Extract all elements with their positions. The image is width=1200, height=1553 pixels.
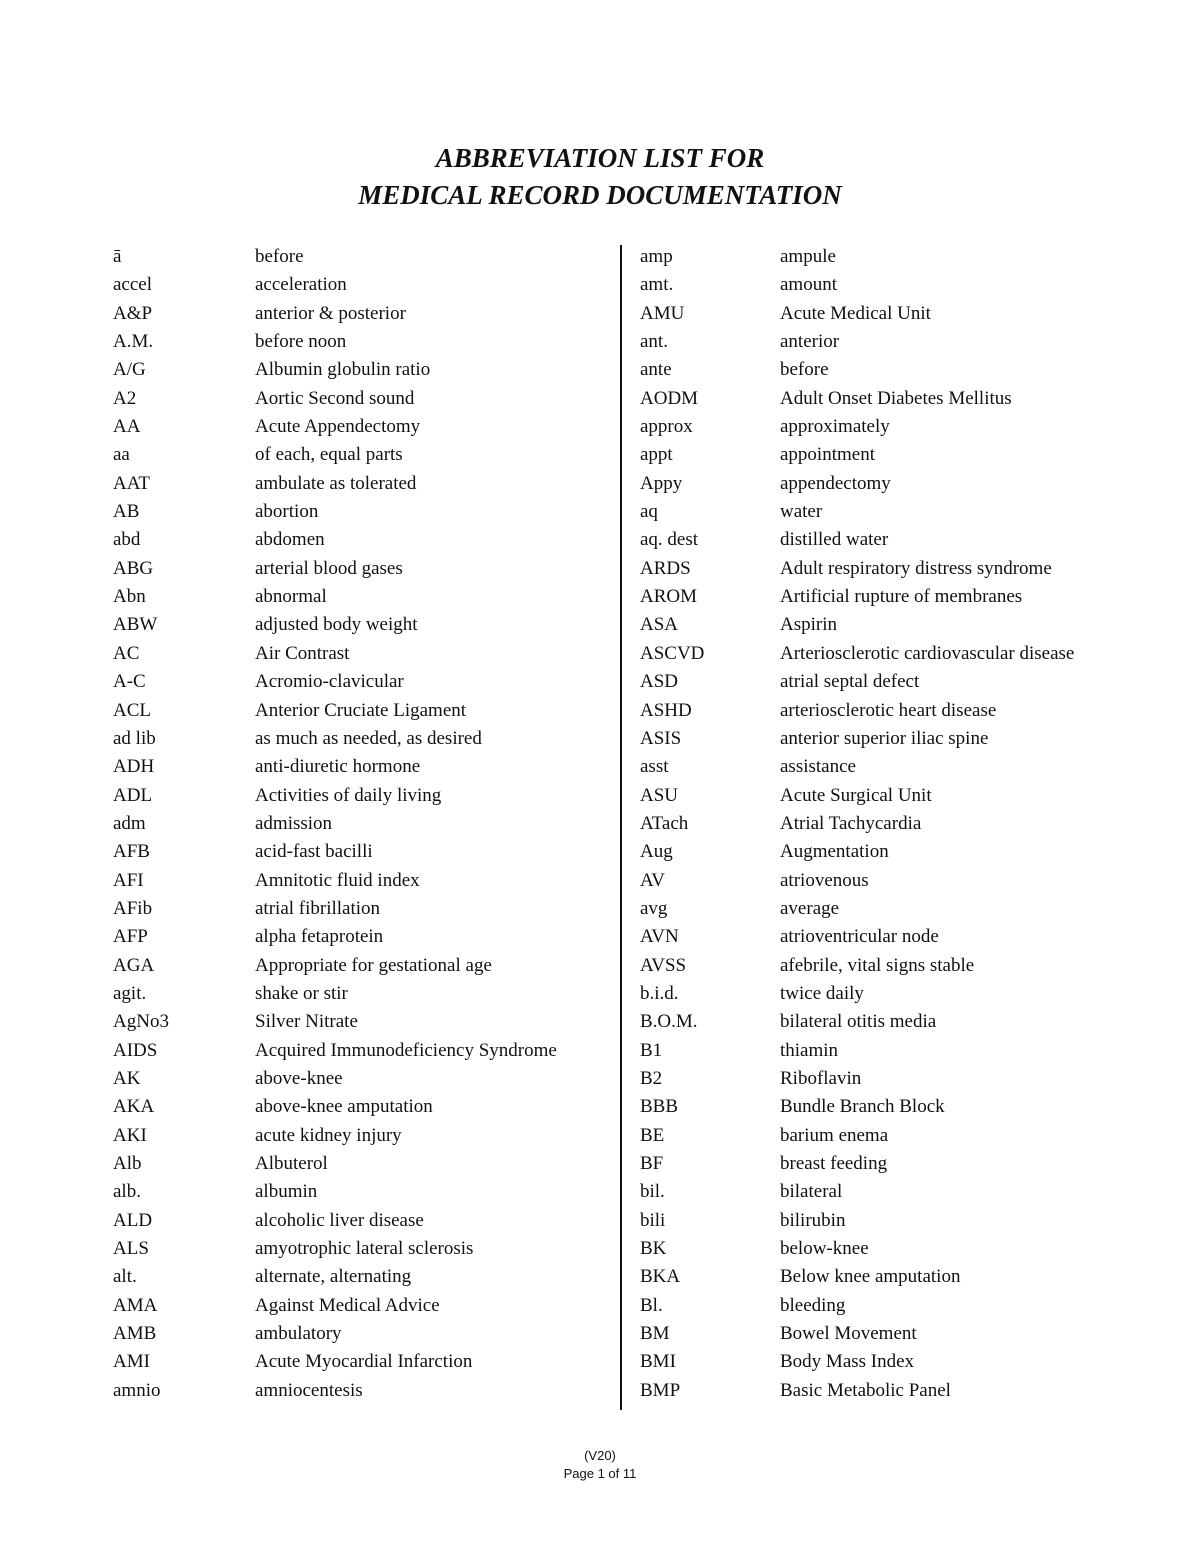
abbreviation-row (113, 838, 613, 866)
abbreviation-row (113, 1150, 613, 1178)
abbreviation-meaning: acceleration (255, 274, 347, 296)
abbreviation-row (113, 555, 613, 583)
abbreviation-meaning: average (780, 897, 840, 919)
abbreviation-term: bil. (640, 1181, 665, 1203)
abbreviation-row (113, 1263, 613, 1291)
abbreviation-term: aq. dest (640, 529, 699, 551)
abbreviation-meaning: Arteriosclerotic cardiovascular disease (780, 642, 1075, 664)
abbreviation-term: Appy (640, 472, 683, 494)
abbreviation-term: abd (113, 529, 141, 551)
abbreviation-row (113, 356, 613, 384)
abbreviation-term: AMU (640, 302, 685, 324)
abbreviation-row (640, 356, 1160, 384)
abbreviation-term: AFB (113, 841, 150, 863)
abbreviation-term: BE (640, 1124, 665, 1146)
abbreviation-meaning: above-knee (255, 1067, 343, 1089)
abbreviation-row (640, 328, 1160, 356)
abbreviation-meaning: breast feeding (780, 1153, 888, 1174)
abbreviation-row (640, 1037, 1160, 1065)
abbreviation-row (113, 328, 613, 356)
abbreviation-term: Bl. (640, 1294, 663, 1316)
abbreviation-meaning: Air Contrast (255, 642, 350, 664)
abbreviation-term: ALD (113, 1209, 153, 1231)
abbreviation-meaning: abdomen (255, 529, 325, 551)
abbreviation-row (640, 1377, 1160, 1405)
abbreviation-meaning: amount (780, 274, 837, 296)
abbreviation-meaning: anterior (780, 331, 840, 353)
abbreviation-term: AV (640, 869, 665, 891)
abbreviation-term: ASD (640, 671, 679, 693)
abbreviation-term: ADL (113, 784, 153, 806)
abbreviation-term: BM (640, 1323, 670, 1345)
abbreviation-meaning: acid-fast bacilli (255, 841, 373, 863)
abbreviation-meaning: atrial fibrillation (255, 897, 381, 919)
abbreviation-row (640, 526, 1160, 554)
abbreviation-term: AIDS (113, 1039, 158, 1061)
abbreviation-term: BBB (640, 1096, 679, 1118)
abbreviation-term: aa (113, 444, 130, 466)
abbreviation-meaning: Bundle Branch Block (780, 1096, 945, 1118)
abbreviation-term: A-C (113, 671, 146, 693)
abbreviation-term: AVN (640, 926, 679, 948)
abbreviation-meaning: anterior & posterior (255, 302, 406, 324)
abbreviation-term: AVSS (640, 954, 687, 976)
abbreviation-term: BMI (640, 1351, 676, 1373)
abbreviation-row (113, 1292, 613, 1320)
abbreviation-meaning: bleeding (780, 1294, 846, 1316)
abbreviation-term: approx (640, 416, 693, 438)
abbreviation-row (640, 1292, 1160, 1320)
abbreviation-term: A2 (113, 387, 137, 409)
abbreviation-meaning: before noon (255, 331, 347, 353)
abbreviation-meaning: alpha fetaprotein (255, 926, 384, 948)
abbreviation-row (640, 1150, 1160, 1178)
abbreviation-term: B2 (640, 1067, 663, 1089)
abbreviation-meaning: arterial blood gases (255, 557, 403, 579)
right-abbreviation-column (640, 243, 1160, 1405)
abbreviation-meaning: distilled water (780, 529, 889, 551)
abbreviation-meaning: Below knee amputation (780, 1266, 961, 1288)
abbreviation-row (640, 810, 1160, 838)
abbreviation-row (113, 980, 613, 1008)
abbreviation-row (113, 1178, 613, 1206)
abbreviation-term: ABG (113, 557, 154, 579)
abbreviation-meaning: Anterior Cruciate Ligament (255, 699, 467, 721)
abbreviation-row (640, 838, 1160, 866)
abbreviation-term: avg (640, 897, 668, 919)
abbreviation-row (640, 923, 1160, 951)
abbreviation-meaning: Against Medical Advice (255, 1294, 440, 1316)
abbreviation-meaning: approximately (780, 416, 890, 438)
abbreviation-meaning: bilateral (780, 1181, 843, 1203)
abbreviation-meaning: Riboflavin (780, 1067, 862, 1089)
abbreviation-row (640, 782, 1160, 810)
abbreviation-row (113, 441, 613, 469)
abbreviation-meaning: Bowel Movement (780, 1323, 917, 1345)
abbreviation-row (640, 1093, 1160, 1121)
abbreviation-term: AROM (640, 586, 698, 608)
abbreviation-meaning: Activities of daily living (255, 784, 442, 806)
abbreviation-term: ARDS (640, 557, 691, 579)
abbreviation-term: AGA (113, 954, 155, 976)
abbreviation-row (113, 1008, 613, 1036)
abbreviation-meaning: assistance (780, 756, 856, 778)
abbreviation-meaning: Aspirin (780, 614, 837, 636)
abbreviation-row (113, 611, 613, 639)
abbreviation-term: alb. (113, 1181, 141, 1203)
abbreviation-meaning: thiamin (780, 1039, 839, 1061)
abbreviation-row (640, 952, 1160, 980)
abbreviation-row (640, 668, 1160, 696)
abbreviation-row (640, 470, 1160, 498)
abbreviation-term: BF (640, 1153, 664, 1174)
abbreviation-row (640, 697, 1160, 725)
abbreviation-term: ACL (113, 699, 151, 721)
abbreviation-row (113, 1348, 613, 1376)
abbreviation-row (113, 640, 613, 668)
abbreviation-row (113, 952, 613, 980)
abbreviation-term: asst (640, 756, 669, 778)
column-divider (620, 245, 622, 1410)
abbreviation-term: ASU (640, 784, 679, 806)
abbreviation-term: amnio (113, 1379, 161, 1401)
abbreviation-meaning: Adult respiratory distress syndrome (780, 557, 1052, 579)
abbreviation-term: alt. (113, 1266, 137, 1288)
abbreviation-row (640, 1320, 1160, 1348)
abbreviation-meaning: Acute Surgical Unit (780, 784, 932, 806)
abbreviation-row (640, 980, 1160, 1008)
abbreviation-meaning: Acute Appendectomy (255, 416, 421, 438)
abbreviation-term: AC (113, 642, 140, 664)
abbreviation-row (113, 1093, 613, 1121)
abbreviation-term: AB (113, 501, 140, 523)
abbreviation-row (640, 1178, 1160, 1206)
abbreviation-row (640, 441, 1160, 469)
abbreviation-term: bili (640, 1209, 666, 1231)
abbreviation-term: amp (640, 246, 673, 267)
abbreviation-row (640, 1235, 1160, 1263)
abbreviation-row (113, 1235, 613, 1263)
abbreviation-meaning: anti-diuretic hormone (255, 756, 421, 778)
abbreviation-meaning: adjusted body weight (255, 614, 418, 636)
abbreviation-term: ad lib (113, 727, 156, 749)
abbreviation-term: ABW (113, 614, 158, 636)
abbreviation-meaning: Aortic Second sound (255, 387, 415, 409)
abbreviation-term: ASHD (640, 699, 692, 721)
abbreviation-meaning: afebrile, vital signs stable (780, 954, 975, 976)
abbreviation-term: AFI (113, 869, 144, 891)
abbreviation-term: AK (113, 1067, 141, 1089)
abbreviation-row (640, 753, 1160, 781)
abbreviation-meaning: Amnitotic fluid index (255, 869, 420, 891)
abbreviation-row (640, 271, 1160, 299)
abbreviation-row (640, 555, 1160, 583)
abbreviation-row (113, 470, 613, 498)
abbreviation-meaning: admission (255, 812, 333, 834)
abbreviation-row (113, 923, 613, 951)
abbreviation-row (113, 697, 613, 725)
abbreviation-meaning: alternate, alternating (255, 1266, 412, 1288)
abbreviation-row (640, 1008, 1160, 1036)
abbreviation-row (640, 498, 1160, 526)
abbreviation-term: AMA (113, 1294, 158, 1316)
abbreviation-row (640, 611, 1160, 639)
abbreviation-term: B1 (640, 1039, 663, 1061)
abbreviation-meaning: anterior superior iliac spine (780, 727, 989, 749)
abbreviation-meaning: shake or stir (255, 982, 348, 1004)
abbreviation-row (640, 1263, 1160, 1291)
abbreviation-meaning: alcoholic liver disease (255, 1209, 424, 1231)
abbreviation-meaning: as much as needed, as desired (255, 727, 482, 749)
abbreviation-term: BMP (640, 1379, 681, 1401)
abbreviation-meaning: appointment (780, 444, 875, 466)
abbreviation-meaning: abortion (255, 501, 319, 523)
left-abbreviation-column (113, 243, 613, 1405)
abbreviation-term: ASCVD (640, 642, 705, 664)
abbreviation-term: Alb (113, 1153, 142, 1174)
abbreviation-term: ant. (640, 331, 668, 353)
abbreviation-meaning: Basic Metabolic Panel (780, 1379, 951, 1401)
abbreviation-meaning: amniocentesis (255, 1379, 363, 1401)
page-number: Page 1 of 11 (563, 1466, 637, 1481)
abbreviation-row (113, 271, 613, 299)
abbreviation-row (113, 243, 613, 271)
document-title-line-1: ABBREVIATION LIST FOR (435, 143, 765, 173)
abbreviation-meaning: Body Mass Index (780, 1351, 915, 1373)
abbreviation-term: appt (640, 444, 673, 466)
abbreviation-row (640, 583, 1160, 611)
abbreviation-row (113, 300, 613, 328)
abbreviation-row (113, 498, 613, 526)
abbreviation-term: AKI (113, 1124, 147, 1146)
abbreviation-term: AODM (640, 387, 699, 409)
abbreviation-meaning: Acute Myocardial Infarction (255, 1351, 473, 1373)
abbreviation-term: Abn (113, 586, 146, 608)
abbreviation-term: BK (640, 1238, 667, 1260)
abbreviation-meaning: abnormal (255, 586, 327, 608)
abbreviation-meaning: before (255, 246, 304, 267)
abbreviation-meaning: arteriosclerotic heart disease (780, 699, 997, 721)
abbreviation-meaning: Artificial rupture of membranes (780, 586, 1023, 608)
abbreviation-meaning: amyotrophic lateral sclerosis (255, 1238, 474, 1260)
abbreviation-meaning: Albumin globulin ratio (255, 359, 431, 381)
abbreviation-term: agit. (113, 982, 147, 1004)
abbreviation-meaning: ambulate as tolerated (255, 472, 417, 494)
abbreviation-row (113, 895, 613, 923)
abbreviation-meaning: ambulatory (255, 1323, 342, 1345)
abbreviation-term: AKA (113, 1096, 155, 1118)
document-title-line-2: MEDICAL RECORD DOCUMENTATION (358, 180, 842, 210)
abbreviation-row (113, 1320, 613, 1348)
abbreviation-row (113, 753, 613, 781)
abbreviation-term: b.i.d. (640, 982, 679, 1004)
abbreviation-term: AFP (113, 926, 148, 948)
abbreviation-row (113, 867, 613, 895)
abbreviation-meaning: bilateral otitis media (780, 1011, 937, 1033)
abbreviation-meaning: Augmentation (780, 841, 889, 863)
abbreviation-term: Aug (640, 841, 673, 863)
abbreviation-meaning: below-knee (780, 1238, 869, 1260)
abbreviation-meaning: before (780, 359, 829, 381)
abbreviation-term: amt. (640, 274, 674, 296)
abbreviation-term: A&P (113, 302, 153, 324)
abbreviation-meaning: Adult Onset Diabetes Mellitus (780, 387, 1012, 409)
abbreviation-term: ADH (113, 756, 155, 778)
abbreviation-term: AAT (113, 472, 150, 494)
abbreviation-row (113, 526, 613, 554)
abbreviation-term: accel (113, 274, 153, 296)
abbreviation-row (113, 1207, 613, 1235)
abbreviation-term: ante (640, 359, 672, 381)
abbreviation-row (640, 640, 1160, 668)
abbreviation-term: AMB (113, 1323, 157, 1345)
abbreviation-row (640, 1065, 1160, 1093)
abbreviation-meaning: atriovenous (780, 869, 869, 891)
abbreviation-row (640, 413, 1160, 441)
abbreviation-row (640, 1207, 1160, 1235)
abbreviation-term: A/G (113, 359, 146, 381)
abbreviation-meaning: atrial septal defect (780, 671, 920, 693)
abbreviation-meaning: water (780, 501, 823, 523)
abbreviation-row (113, 782, 613, 810)
abbreviation-row (640, 300, 1160, 328)
abbreviation-term: adm (113, 812, 146, 834)
abbreviation-row (640, 243, 1160, 271)
abbreviation-meaning: of each, equal parts (255, 444, 403, 466)
abbreviation-meaning: Acquired Immunodeficiency Syndrome (255, 1039, 557, 1061)
abbreviation-row (640, 1348, 1160, 1376)
abbreviation-row (113, 1377, 613, 1405)
abbreviation-row (640, 1122, 1160, 1150)
abbreviation-term: AgNo3 (113, 1011, 169, 1033)
abbreviation-row (113, 1037, 613, 1065)
abbreviation-term: ALS (113, 1238, 149, 1260)
abbreviation-meaning: twice daily (780, 982, 864, 1004)
abbreviation-term: AMI (113, 1351, 150, 1373)
abbreviation-row (113, 1122, 613, 1150)
version-label: (V20) (584, 1448, 616, 1463)
abbreviation-term: BKA (640, 1266, 681, 1288)
abbreviation-meaning: albumin (255, 1181, 318, 1203)
abbreviation-meaning: Atrial Tachycardia (780, 812, 922, 834)
abbreviation-row (113, 668, 613, 696)
abbreviation-meaning: Acromio-clavicular (255, 671, 404, 693)
abbreviation-term: aq (640, 501, 658, 523)
abbreviation-row (640, 895, 1160, 923)
abbreviation-row (113, 810, 613, 838)
abbreviation-row (640, 867, 1160, 895)
abbreviation-term: A.M. (113, 331, 154, 353)
abbreviation-row (640, 725, 1160, 753)
abbreviation-term: ASA (640, 614, 679, 636)
abbreviation-row (113, 413, 613, 441)
abbreviation-row (640, 385, 1160, 413)
abbreviation-meaning: barium enema (780, 1124, 889, 1146)
abbreviation-term: ATach (640, 812, 689, 834)
abbreviation-meaning: atrioventricular node (780, 926, 939, 948)
abbreviation-meaning: Acute Medical Unit (780, 302, 931, 324)
abbreviation-term: AA (113, 416, 141, 438)
abbreviation-term: AFib (113, 897, 153, 919)
abbreviation-meaning: acute kidney injury (255, 1124, 402, 1146)
abbreviation-meaning: Appropriate for gestational age (255, 954, 492, 976)
abbreviation-term: B.O.M. (640, 1011, 698, 1033)
abbreviation-meaning: above-knee amputation (255, 1096, 433, 1118)
abbreviation-row (113, 583, 613, 611)
abbreviation-meaning: bilirubin (780, 1209, 846, 1231)
abbreviation-meaning: Albuterol (255, 1153, 328, 1174)
abbreviation-term: ā (113, 246, 122, 267)
abbreviation-row (113, 385, 613, 413)
abbreviation-row (113, 725, 613, 753)
abbreviation-meaning: ampule (780, 246, 836, 267)
abbreviation-term: ASIS (640, 727, 682, 749)
abbreviation-meaning: Silver Nitrate (255, 1011, 358, 1033)
abbreviation-row (113, 1065, 613, 1093)
abbreviation-meaning: appendectomy (780, 472, 891, 494)
